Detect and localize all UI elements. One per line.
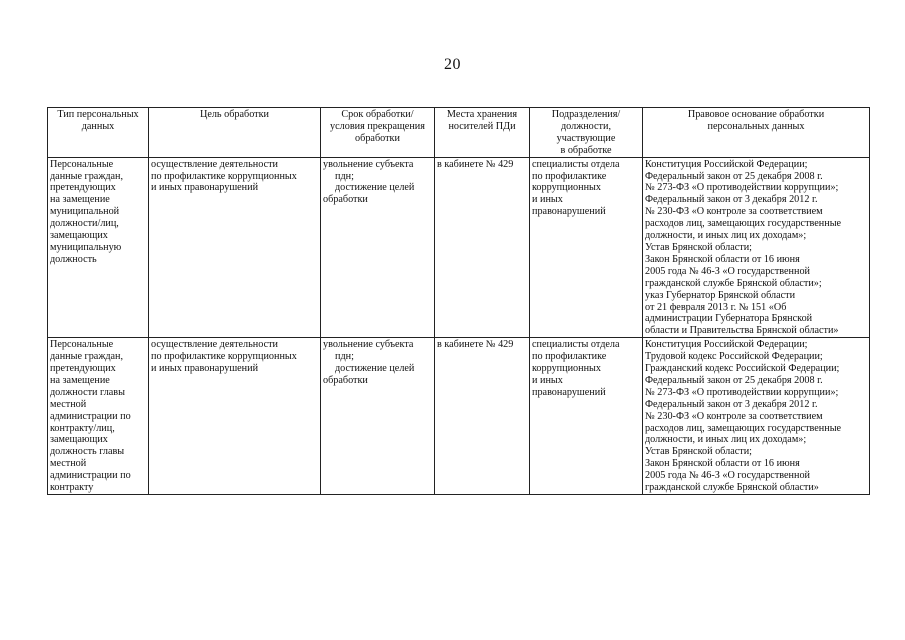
cell-units (530, 157, 643, 338)
cell-units (530, 338, 643, 495)
cell-text-line: Федеральный закон от 3 декабря 2012 г. (645, 398, 818, 410)
cell-text-line: Цель обработки (199, 109, 270, 120)
cell-text-line: коррупционных (532, 363, 601, 375)
cell-text-line: данных (81, 120, 115, 132)
cell-purpose (149, 338, 321, 495)
cell-text-line: Федеральный закон от 25 декабря 2008 г. (645, 170, 823, 182)
cell-text-line: персональных данных (707, 120, 805, 132)
cell-text-line: Закон Брянской области от 16 июня (645, 253, 800, 265)
cell-text-line: Персональные (50, 158, 114, 170)
cell-text-line: Федеральный закон от 25 декабря 2008 г. (645, 374, 823, 386)
cell-text-line: должность главы (50, 446, 125, 458)
cell-text-line: контракту/лиц, (50, 422, 115, 434)
cell-text-line: специалисты отдела (532, 158, 620, 170)
cell-text-line: Конституция Российской Федерации; (645, 339, 808, 351)
cell-text-line: претендующих (50, 182, 116, 194)
cell-text-line: расходов лиц, замещающих государственные (645, 218, 842, 230)
cell-text-line: администрации Губернатора Брянской (645, 313, 813, 325)
cell-text-line: замещающих (50, 434, 108, 446)
cell-data-type (48, 157, 149, 338)
table-row (48, 338, 870, 495)
cell-text-line: в кабинете № 429 (437, 158, 514, 170)
cell-storage (435, 157, 530, 338)
cell-text-line: № 273-ФЗ «О противодействии коррупции»; (645, 182, 839, 194)
cell-text-line: № 230-ФЗ «О контроле за соответствием (645, 206, 823, 218)
cell-text-line: достижение целей (335, 363, 415, 375)
cell-text-line: должности главы (50, 386, 125, 398)
cell-text-line: увольнение субъекта (323, 339, 414, 351)
cell-text-line: обработки (355, 132, 400, 144)
cell-text-line: Закон Брянской области от 16 июня (645, 458, 800, 470)
cell-text-line: от 21 февраля 2013 г. № 151 «Об (645, 301, 787, 313)
cell-text-line: обработки (323, 374, 368, 386)
cell-text-line: Устав Брянской области; (645, 446, 752, 458)
header-units (530, 108, 643, 158)
cell-text-line: в обработке (560, 144, 612, 156)
cell-text-line: Срок обработки/ (341, 109, 414, 120)
cell-text-line: и иных правонарушений (151, 182, 259, 194)
cell-text-line: правонарушений (532, 206, 606, 218)
header-term (321, 108, 435, 158)
cell-text-line: пдн; (335, 351, 354, 363)
cell-text-line: и иных правонарушений (151, 363, 259, 375)
cell-text-line: Подразделения/ (551, 109, 621, 120)
cell-text-line: контракту (50, 482, 94, 494)
cell-text-line: осуществление деятельности (151, 339, 278, 351)
header-purpose (149, 108, 321, 158)
cell-text-line: на замещение (50, 194, 110, 206)
cell-text-line: Устав Брянской области; (645, 241, 752, 253)
cell-text-line: участвующие (556, 132, 616, 144)
cell-text-line: Правовое основание обработки (687, 109, 825, 120)
cell-data-type (48, 338, 149, 495)
cell-text-line: местной (50, 458, 87, 470)
cell-text-line: на замещение (50, 374, 110, 386)
header-data-type (48, 108, 149, 158)
cell-text-line: расходов лиц, замещающих государственные (645, 422, 842, 434)
cell-legal-basis (643, 338, 870, 495)
cell-text-line: и иных (532, 374, 563, 386)
personal-data-table (47, 107, 870, 495)
cell-text-line: муниципальной (50, 206, 120, 218)
cell-text-line: Персональные (50, 339, 114, 351)
page-number: 20 (444, 56, 461, 73)
cell-text-line: пдн; (335, 170, 354, 182)
cell-text-line: данные граждан, (50, 351, 124, 363)
cell-text-line: Тип персональных (57, 109, 139, 120)
cell-text-line: муниципальную (50, 241, 122, 253)
cell-text-line: Гражданский кодекс Российской Федерации; (645, 363, 840, 375)
cell-text-line: претендующих (50, 363, 116, 375)
cell-term (321, 338, 435, 495)
cell-text-line: коррупционных (532, 182, 601, 194)
cell-text-line: № 273-ФЗ «О противодействии коррупции»; (645, 386, 839, 398)
cell-text-line: должности, и иных лиц их доходам»; (645, 230, 807, 242)
cell-text-line: должности, и иных лиц их доходам»; (645, 434, 807, 446)
cell-text-line: гражданской службе Брянской области»; (645, 277, 822, 289)
cell-text-line: администрации по (50, 410, 131, 422)
cell-text-line: по профилактике (532, 170, 607, 182)
cell-text-line: Трудовой кодекс Российской Федерации; (645, 351, 823, 363)
cell-purpose (149, 157, 321, 338)
header-storage (435, 108, 530, 158)
cell-text-line: 2005 года № 46-З «О государственной (645, 470, 810, 482)
cell-text-line: достижение целей (335, 182, 415, 194)
cell-text-line: увольнение субъекта (323, 158, 414, 170)
cell-text-line: Конституция Российской Федерации; (645, 158, 808, 170)
cell-text-line: администрации по (50, 470, 131, 482)
cell-text-line: Места хранения (446, 109, 518, 120)
cell-text-line: должности, (560, 120, 612, 132)
cell-text-line: условия прекращения (330, 120, 425, 132)
cell-text-line: местной (50, 398, 87, 410)
cell-text-line: № 230-ФЗ «О контроле за соответствием (645, 410, 823, 422)
cell-text-line: по профилактике коррупционных (151, 170, 297, 182)
cell-text-line: осуществление деятельности (151, 158, 278, 170)
cell-text-line: по профилактике (532, 351, 607, 363)
cell-text-line: правонарушений (532, 386, 606, 398)
cell-text-line: должности/лиц, (50, 218, 119, 230)
cell-text-line: обработки (323, 194, 368, 206)
cell-text-line: замещающих (50, 230, 108, 242)
cell-storage (435, 338, 530, 495)
table-header-row (48, 108, 870, 158)
cell-text-line: гражданской службе Брянской области» (645, 482, 819, 494)
cell-text-line: данные граждан, (50, 170, 124, 182)
cell-text-line: Федеральный закон от 3 декабря 2012 г. (645, 194, 818, 206)
cell-legal-basis (643, 157, 870, 338)
header-legal-basis (643, 108, 870, 158)
cell-term (321, 157, 435, 338)
cell-text-line: 2005 года № 46-З «О государственной (645, 265, 810, 277)
cell-text-line: должность (50, 253, 97, 265)
cell-text-line: в кабинете № 429 (437, 339, 514, 351)
cell-text-line: области и Правительства Брянской области» (645, 325, 839, 337)
cell-text-line: по профилактике коррупционных (151, 351, 297, 363)
table-row (48, 157, 870, 338)
cell-text-line: и иных (532, 194, 563, 206)
cell-text-line: носителей ПДи (448, 120, 516, 132)
cell-text-line: специалисты отдела (532, 339, 620, 351)
cell-text-line: указ Губернатор Брянской области (645, 289, 796, 301)
